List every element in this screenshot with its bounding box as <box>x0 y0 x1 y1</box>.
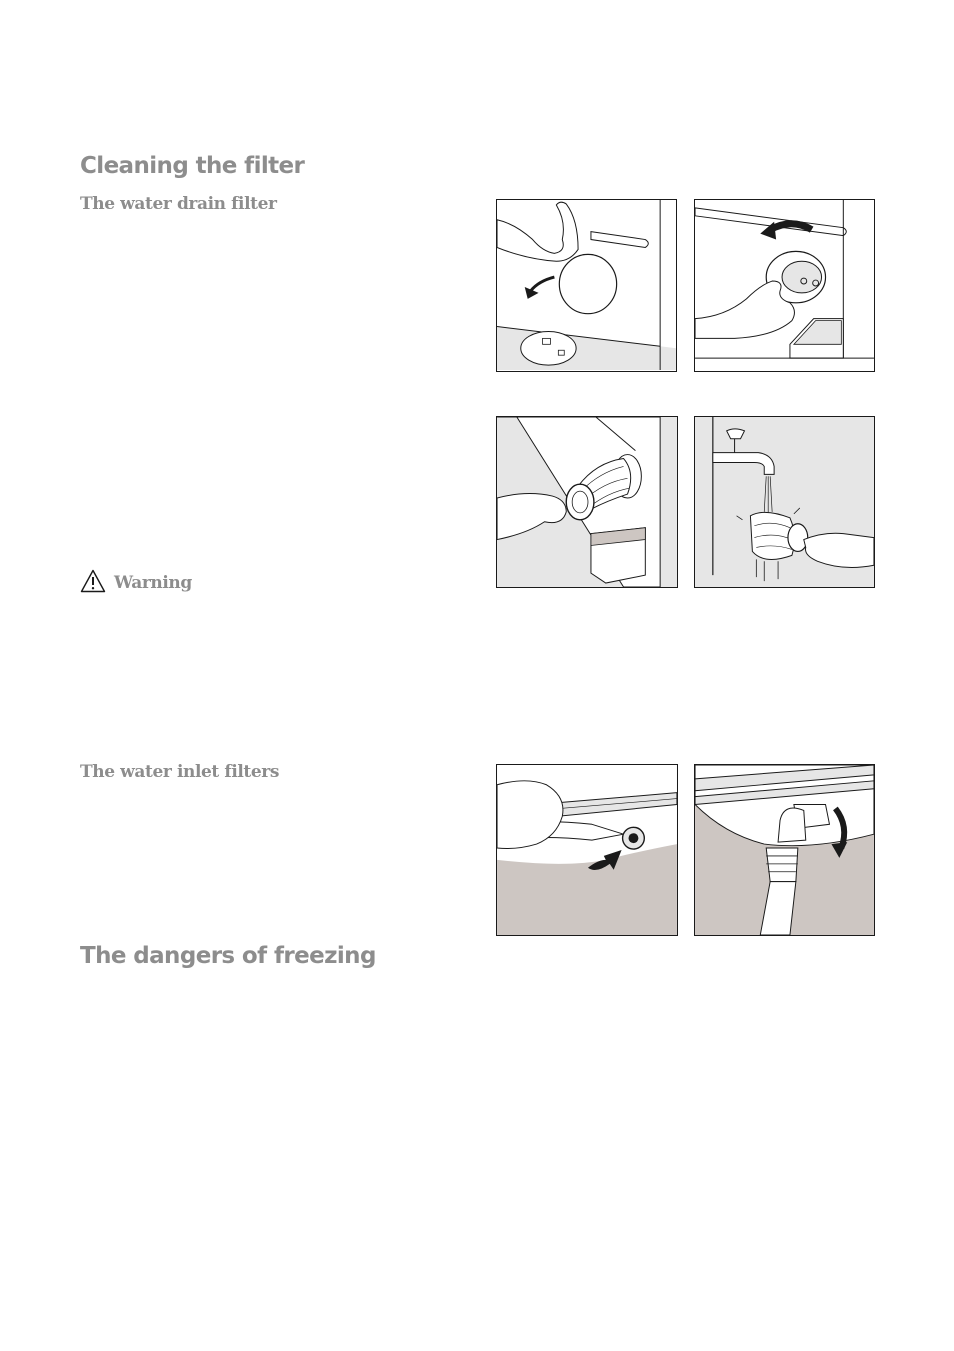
figure-pull-out-drain-filter <box>496 416 678 588</box>
subheading-water-drain-filter: The water drain filter <box>80 194 277 214</box>
figure-inlet-hose-connection <box>694 764 875 936</box>
figure-rinse-filter-under-tap <box>694 416 875 588</box>
warning-block <box>80 569 192 593</box>
figure-remove-filter-cover <box>496 199 677 372</box>
section-title-dangers-of-freezing: The dangers of freezing <box>80 943 376 969</box>
section-title-cleaning-filter: Cleaning the filter <box>80 153 305 179</box>
subheading-water-inlet-filters: The water inlet filters <box>80 762 280 782</box>
warning-triangle-icon <box>80 569 106 593</box>
figure-remove-inlet-filter-pliers <box>496 764 678 936</box>
figure-unscrew-drain-filter <box>694 199 875 372</box>
warning-label: Warning <box>114 573 192 593</box>
